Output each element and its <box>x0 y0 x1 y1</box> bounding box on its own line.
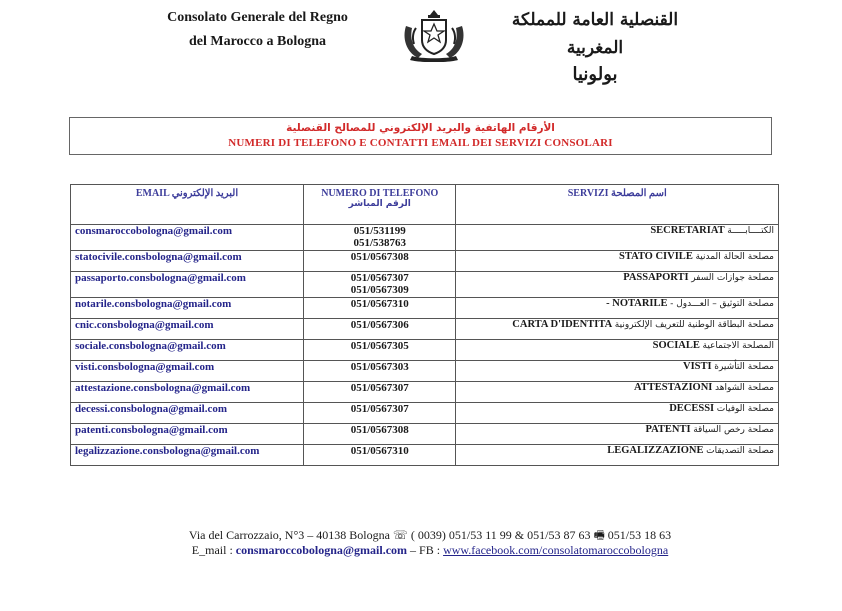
service-name <box>456 272 779 298</box>
service-name-italian: DECESSI <box>669 403 715 414</box>
service-phone <box>303 340 456 361</box>
table-row <box>71 319 779 340</box>
service-name <box>456 340 779 361</box>
service-name <box>456 445 779 466</box>
service-phone <box>303 298 456 319</box>
header-phone-label: NUMERO DI TELEFONO <box>321 188 439 199</box>
consulate-name-line2: del Marocco a Bologna <box>188 34 326 49</box>
service-name-arabic: مصلحة الشواهد <box>715 383 774 393</box>
table-row <box>71 382 779 403</box>
table-row <box>71 298 779 319</box>
service-name <box>456 403 779 424</box>
service-phone <box>303 424 456 445</box>
table-row <box>71 403 779 424</box>
footer-email-label: E_mail : <box>191 543 236 557</box>
phone-number: 051/0567308 <box>350 424 409 436</box>
footer <box>100 528 760 558</box>
footer-facebook-link[interactable]: www.facebook.com/consolatomaroccobologna <box>443 543 669 557</box>
service-name-arabic: مصلحة التصديقات <box>706 446 774 456</box>
service-name <box>456 298 779 319</box>
services-table <box>70 184 779 466</box>
service-name-arabic: مصلحة البطاقة الوطنية للتعريف الإلكترونية <box>614 320 774 330</box>
phone-number: 051/0567310 <box>350 298 409 310</box>
service-name-arabic: الكتــــابـــــة <box>727 226 774 236</box>
service-phone <box>303 403 456 424</box>
footer-email-link[interactable]: consmaroccobologna@gmail.com <box>235 543 408 557</box>
service-phone <box>303 445 456 466</box>
table-row <box>71 361 779 382</box>
phone-number: 051/531199 <box>353 225 406 237</box>
table-row <box>71 424 779 445</box>
phone-number: 051/0567307 <box>350 403 409 415</box>
table-row <box>71 445 779 466</box>
coat-of-arms-icon <box>398 8 470 62</box>
service-phone <box>303 251 456 272</box>
service-email[interactable]: passaporto.consbologna@gmail.com <box>71 272 304 298</box>
service-email[interactable]: legalizzazione.consbologna@gmail.com <box>71 445 304 466</box>
header-phone <box>303 185 456 225</box>
consulate-name-line1: Consolato Generale del Regno <box>167 10 348 25</box>
phone-number: 051/0567309 <box>350 284 409 296</box>
service-name-italian: PATENTI <box>645 424 691 435</box>
service-name-arabic: مصلحة الوفيات <box>716 404 774 414</box>
service-name-italian: CARTA D'IDENTITA <box>512 319 613 330</box>
service-name-italian: STATO CIVILE <box>619 251 693 262</box>
service-name-italian: SECRETARIAT <box>650 225 725 236</box>
footer-contacts <box>100 543 760 558</box>
service-email[interactable]: notarile.consbologna@gmail.com <box>71 298 304 319</box>
phone-number: 051/0567310 <box>350 445 409 457</box>
title-italian: NUMERI DI TELEFONO E CONTATTI EMAIL DEI SERVIZI CONSOLARI <box>228 137 613 149</box>
service-phone <box>303 225 456 251</box>
service-email[interactable]: sociale.consbologna@gmail.com <box>71 340 304 361</box>
service-name-arabic: مصلحة التأشيرة <box>714 362 774 372</box>
service-phone <box>303 272 456 298</box>
phone-number: 051/0567303 <box>350 361 409 373</box>
header-email: EMAIL البريد الإلكتروني <box>71 185 304 225</box>
table-row <box>71 272 779 298</box>
service-phone <box>303 382 456 403</box>
service-email[interactable]: visti.consbologna@gmail.com <box>71 361 304 382</box>
service-phone <box>303 361 456 382</box>
phone-number: 051/0567305 <box>350 340 409 352</box>
header-services: SERVIZI اسم المصلحة <box>456 185 779 225</box>
table-row <box>71 340 779 361</box>
service-name-arabic: مصلحة التوثيق – العـــدول - <box>670 299 774 309</box>
service-name-italian: NOTARILE - <box>606 298 668 309</box>
service-name-italian: SOCIALE <box>652 340 700 351</box>
service-email[interactable]: patenti.consbologna@gmail.com <box>71 424 304 445</box>
service-name <box>456 319 779 340</box>
consulate-city-arabic: بولونيا <box>572 64 618 85</box>
header-phone-arabic: الرقم المباشر <box>348 199 411 209</box>
service-phone <box>303 319 456 340</box>
service-name-arabic: مصلحة رخص السياقة <box>693 425 774 435</box>
service-name <box>456 382 779 403</box>
service-name-italian: VISTI <box>683 361 712 372</box>
phone-number: 051/0567307 <box>350 272 409 284</box>
consulate-name-italian <box>150 6 365 54</box>
consulate-name-arabic-line1: القنصلية العامة للمملكة المغربية <box>511 10 679 58</box>
service-name-italian: PASSAPORTI <box>623 272 689 283</box>
service-name-italian: ATTESTAZIONI <box>633 382 713 393</box>
consulate-name-arabic <box>500 6 690 88</box>
service-name-arabic: المصلحة الاجتماعية <box>702 341 774 351</box>
phone-number: 051/0567308 <box>350 251 409 263</box>
title-arabic: الأرقام الهاتفية والبريد الإلكتروني للمصالح القنصلية <box>286 122 555 134</box>
service-name <box>456 424 779 445</box>
footer-fb-label: – FB : <box>407 543 444 557</box>
table-header-row <box>71 185 779 225</box>
service-email[interactable]: consmaroccobologna@gmail.com <box>71 225 304 251</box>
service-name <box>456 361 779 382</box>
footer-address: Via del Carrozzaio, N°3 – 40138 Bologna ☏ ( 0039) 051/53 11 99 & 051/53 87 63 🖷 051/53 18 63 <box>188 528 672 542</box>
service-email[interactable]: attestazione.consbologna@gmail.com <box>71 382 304 403</box>
service-email[interactable]: cnic.consbologna@gmail.com <box>71 319 304 340</box>
service-name-italian: LEGALIZZAZIONE <box>607 445 704 456</box>
table-row <box>71 225 779 251</box>
service-email[interactable]: statocivile.consbologna@gmail.com <box>71 251 304 272</box>
service-name-arabic: مصلحة الحالة المدنية <box>695 252 774 262</box>
phone-number: 051/0567307 <box>350 382 409 394</box>
phone-number: 051/0567306 <box>350 319 409 331</box>
title-banner <box>69 117 772 155</box>
service-name-arabic: مصلحة جوازات السفر <box>691 273 774 283</box>
table-row <box>71 251 779 272</box>
service-name <box>456 251 779 272</box>
service-email[interactable]: decessi.consbologna@gmail.com <box>71 403 304 424</box>
service-name <box>456 225 779 251</box>
phone-number: 051/538763 <box>353 237 407 249</box>
